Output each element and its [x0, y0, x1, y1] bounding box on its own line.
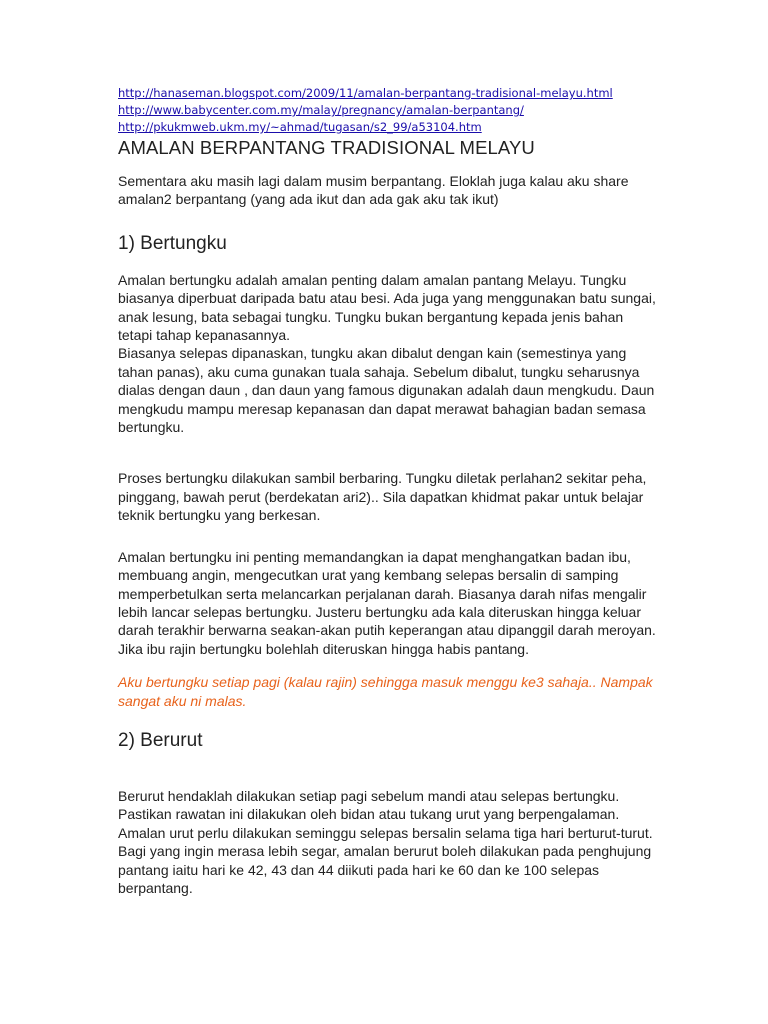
paragraph-proses-bertungku: Proses bertungku dilakukan sambil berbaring. Tungku diletak perlahan2 sekitar peha, pinggang, bawah perut (berdekatan ari2).. Sila dapatkan khidmat pakar untuk belajar teknik bertungku yang berkesan.: [118, 470, 647, 524]
section-heading-berurut: 2) Berurut: [118, 729, 203, 751]
paragraph-biasanya: Biasanya selepas dipanaskan, tungku akan dibalut dengan kain (semestinya yang tahan panas), aku cuma gunakan tuala sahaja. Sebelum dibalut, tungku seharusnya dialas dengan daun , dan daun yang famous digunakan adalah daun mengkudu. Daun mengkudu mampu meresap kepanasan dan dapat merawat bahagian badan semasa bertungku.: [118, 345, 655, 436]
personal-note: Aku bertungku setiap pagi (kalau rajin) sehingga masuk menggu ke3 sahaja.. Nampak sangat aku ni malas.: [118, 674, 653, 709]
section-heading-bertungku: 1) Bertungku: [118, 232, 227, 254]
source-link-ukm[interactable]: http://pkukmweb.ukm.my/~ahmad/tugasan/s2_99/a53104.htm: [118, 120, 482, 134]
paragraph-amalan-bertungku: Amalan bertungku adalah amalan penting dalam amalan pantang Melayu. Tungku biasanya diperbuat daripada batu atau besi. Ada juga yang menggunakan batu sungai, anak lesung, bata sebagai tungku. Tungku bukan bergantung kepada jenis bahan tetapi tahap kepanasannya.: [118, 271, 656, 344]
intro-paragraph: Sementara aku masih lagi dalam musim berpantang. Eloklah juga kalau aku share amalan2 berpantang (yang ada ikut dan ada gak aku tak ikut): [118, 173, 629, 208]
document-title: AMALAN BERPANTANG TRADISIONAL MELAYU: [118, 137, 535, 158]
source-links: [118, 85, 658, 136]
source-link-babycenter[interactable]: http://www.babycenter.com.my/malay/pregnancy/amalan-berpantang/: [118, 103, 524, 117]
paragraph-penting-bertungku: Amalan bertungku ini penting memandangkan ia dapat menghangatkan badan ibu, membuang angin, mengecutkan urat yang kembang selepas bersalin di samping memperbetulkan serta melancarkan perjalanan darah. Biasanya darah nifas mengalir lebih lancar selepas bertungku. Justeru bertungku ada kala diteruskan hingga keluar darah terakhir berwarna seakan-akan putih keperangan atau dipanggil darah meroyan. Jika ibu rajin bertungku bolehlah diteruskan hingga habis pantang.: [118, 548, 656, 657]
source-link-hanaseman[interactable]: http://hanaseman.blogspot.com/2009/11/amalan-berpantang-tradisional-melayu.html: [118, 86, 613, 100]
document-page: [118, 85, 658, 897]
paragraph-berurut: Berurut hendaklah dilakukan setiap pagi sebelum mandi atau selepas bertungku. Pastikan rawatan ini dilakukan oleh bidan atau tukang urut yang berpengalaman. Amalan urut perlu dilakukan seminggu selepas bersalin selama tiga hari berturut-turut. Bagi yang ingin merasa lebih segar, amalan berurut boleh dilakukan pada penghujung pantang iaitu hari ke 42, 43 dan 44 diikuti pada hari ke 60 dan ke 100 selepas berpantang.: [118, 787, 653, 896]
